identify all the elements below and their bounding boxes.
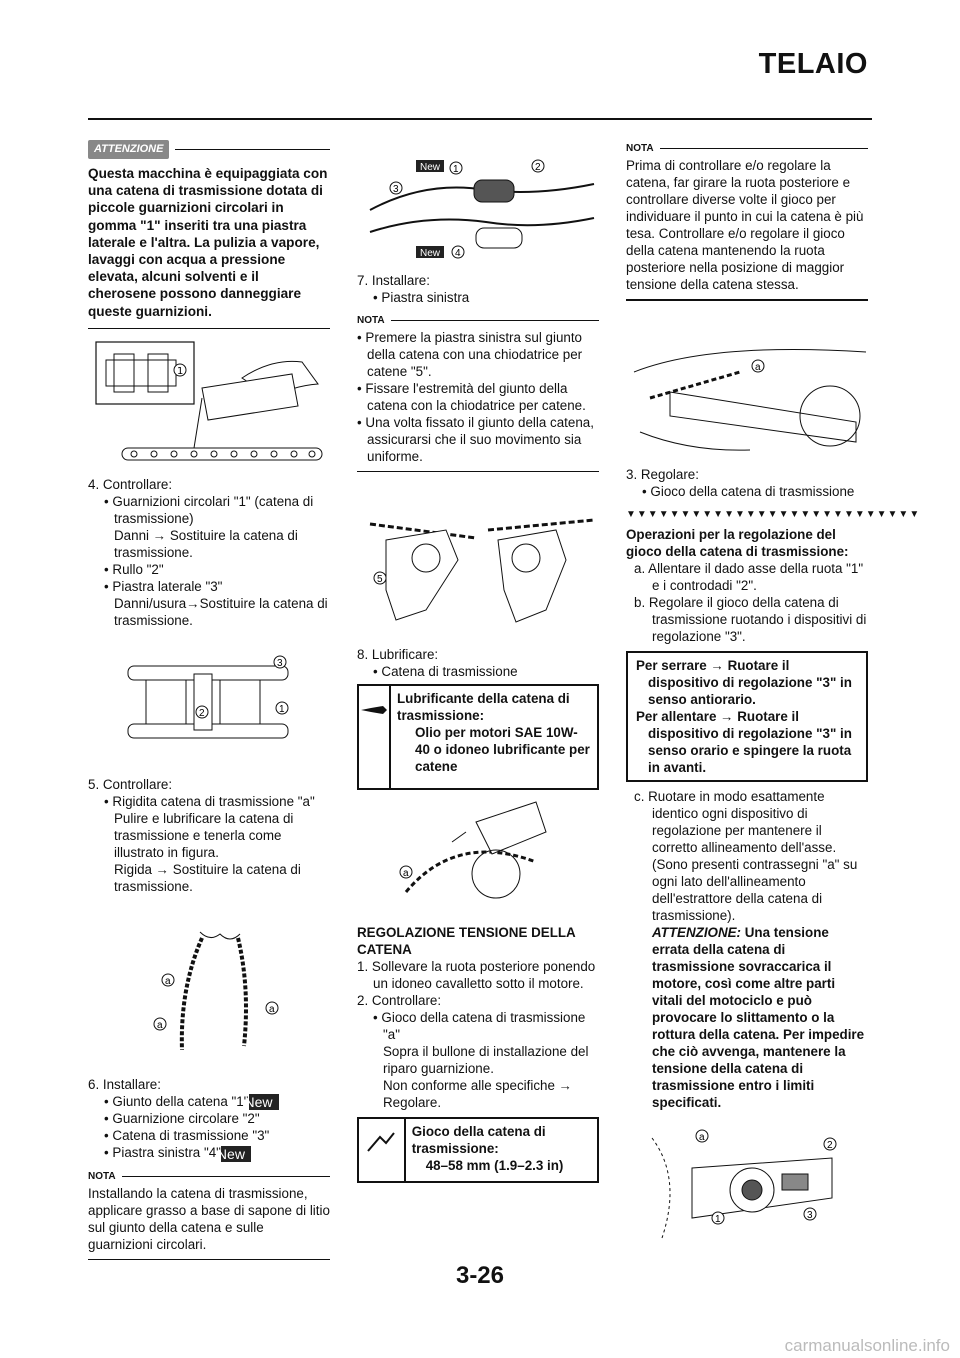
svg-text:2: 2 <box>535 162 541 173</box>
column-1 <box>88 140 330 329</box>
step6-bullet-2: • Guarnizione circolare "2" <box>104 1111 260 1127</box>
gioco-title: Gioco della catena di trasmissione: <box>411 1124 546 1156</box>
procedure-step-b: b. Regolare il gioco della catena di trasmissione ruotando i dispositivi di regolazione "3". <box>634 595 867 644</box>
page-number: 3-26 <box>455 1262 505 1289</box>
svg-text:a: a <box>269 1004 275 1015</box>
svg-text:3: 3 <box>393 184 399 195</box>
step3-title: 3. Regolare: <box>626 467 699 482</box>
nota-bullet-1: • Premere la piastra sinistra sul giunto della catena con una chiodatrice per catene "5". <box>357 330 583 379</box>
figure-chain-links <box>124 652 300 748</box>
direction-box <box>626 651 868 782</box>
svg-text:1: 1 <box>453 164 459 175</box>
oil-can-icon <box>359 686 391 788</box>
svg-text:1: 1 <box>715 1214 721 1225</box>
step4-bullet-1-action: Danni → Sostituire la catena di trasmissione. <box>114 528 298 560</box>
column-1-step5 <box>88 776 330 895</box>
column-2-step8 <box>357 646 599 790</box>
nota-header: NOTA <box>626 140 868 157</box>
svg-text:a: a <box>755 362 761 373</box>
column-2-section <box>357 924 599 1183</box>
column-1-step4 <box>88 476 330 629</box>
svg-text:1: 1 <box>177 366 184 377</box>
procedure-step-c: c. Ruotare in modo esattamente identico ogni dispositivo di regolazione per mantenere il corretto allineamento dell'asse. (Sono presenti contrassegni "a" su ogni lato dell'allineamento dell'estrattore della catena di trasmissione). <box>634 789 858 923</box>
step6-bullet-1: • Giunto della catena "1"New <box>88 1093 330 1110</box>
watermark: carmanualsonline.info <box>784 1336 950 1355</box>
gioco-box <box>357 1117 599 1183</box>
column-3-nota <box>626 140 868 301</box>
procedure-step-a: a. Allentare il dado asse della ruota "1" e i controdadi "2". <box>634 561 864 593</box>
procedure-title: Operazioni per la regolazione del gioco della catena di trasmissione: <box>626 527 849 559</box>
svg-text:a: a <box>403 868 409 879</box>
step4-bullet-3-action: Danni/usura→Sostituire la catena di trasmissione. <box>114 596 328 628</box>
figure-hanging-chain <box>150 928 290 1058</box>
svg-text:a: a <box>157 1020 163 1031</box>
svg-text:2: 2 <box>827 1140 833 1151</box>
lubricant-title: Lubrificante della catena di trasmissione: <box>397 691 570 723</box>
nota-bullet-2: • Fissare l'estremità del giunto della catena con la chiodatrice per catene. <box>357 381 586 413</box>
section-step-2-action: Non conforme alle specifiche → Regolare. <box>383 1078 573 1110</box>
step6-title: 6. Installare: <box>88 1077 161 1092</box>
column-2-step7 <box>357 272 599 472</box>
step5-bullet-1: • Rigidita catena di trasmissione "a" <box>104 794 315 809</box>
svg-text:1: 1 <box>279 704 285 715</box>
warning-text: Questa macchina è equipaggiata con una catena di trasmissione dotata di piccole guarnizioni circolari in gomma "1" inseriti tra una piastra laterale e l'altra. La pulizia a vapore, lavaggi con acqua a pressione elevata, alcuni solventi e il cherosene possono danneggiare queste guarnizioni. <box>88 166 328 319</box>
page-title: TELAIO <box>758 48 868 80</box>
figure-axle-adjuster <box>642 1118 842 1248</box>
step5-desc: Pulire e lubrificare la catena di trasmissione e tenerla come illustrato in figura. <box>114 811 294 860</box>
attenzione-label: ATTENZIONE <box>88 140 169 159</box>
procedure-warning: ATTENZIONE: Una tensione errata della catena di trasmissione sovraccarica il motore, così come altre parti vitali del motociclo e può provocare lo slittamento o la rottura della catena. Per impedire che ciò avvenga, mantenere la tensione della catena di trasmissione entro i limiti specificati. <box>652 925 865 1110</box>
svg-text:3: 3 <box>807 1210 813 1221</box>
svg-text:5: 5 <box>377 574 383 585</box>
column-1-step6 <box>88 1076 330 1260</box>
gioco-value: 48–58 mm (1.9–2.3 in) <box>425 1158 564 1173</box>
step6-bullet-3: • Catena di trasmissione "3" <box>104 1128 270 1144</box>
svg-text:4: 4 <box>455 248 461 259</box>
svg-text:New: New <box>420 248 441 259</box>
lubricant-box <box>357 684 599 790</box>
nota-text: Installando la catena di trasmissione, applicare grasso a base di sapone di litio sul giunto della catena e sulle guarnizioni circolari. <box>88 1185 330 1252</box>
svg-text:New: New <box>420 162 441 173</box>
svg-text:3: 3 <box>277 658 283 669</box>
step6-bullet-4: • Piastra sinistra "4"New <box>88 1144 330 1161</box>
step4-bullet-3: • Piastra laterale "3" <box>104 579 223 594</box>
nota-bullet-3: • Una volta fissato il giunto della catena, assicurarsi che il suo movimento sia uniforme. <box>357 415 594 464</box>
procedure-start-marker: ▼▼▼▼▼▼▼▼▼▼▼▼▼▼▼▼▼▼▼▼▼▼▼▼▼▼▼ <box>626 509 921 520</box>
section-title: REGOLAZIONE TENSIONE DELLA CATENA <box>357 925 576 957</box>
section-step-2: 2. Controllare: <box>357 993 442 1008</box>
figure-lubricate-chain <box>396 792 576 904</box>
section-step-1: 1. Sollevare la ruota posteriore ponendo un idoneo cavalletto sotto il motore. <box>357 959 596 991</box>
step5-title: 5. Controllare: <box>88 777 173 792</box>
step4-title: 4. Controllare: <box>88 477 173 492</box>
step3-bullet: • Gioco della catena di trasmissione <box>642 484 855 499</box>
direction-tighten: Per serrare → Ruotare il dispositivo di regolazione "3" in senso antiorario. <box>636 658 852 707</box>
svg-text:a: a <box>699 1132 705 1143</box>
step7-bullet-1: • Piastra sinistra <box>373 290 470 305</box>
section-step-2-desc: Sopra il bullone di installazione del riparo guarnizione. <box>383 1044 589 1076</box>
step4-bullet-1: • Guarnizioni circolari "1" (catena di trasmissione) <box>104 494 314 526</box>
nota-text: Prima di controllare e/o regolare la catena, far girare la ruota posteriore e controllare diverse volte il gioco per individuare il punto in cui la catena è più tesa. Controllare e/o regolare il gioco della catena mantenendo la ruota posteriore nella posizione di maggior tensione della catena stessa. <box>626 158 864 292</box>
step4-bullet-2: • Rullo "2" <box>104 562 164 577</box>
figure-chain-spray <box>92 338 328 468</box>
figure-chain-joint <box>366 140 598 264</box>
step8-title: 8. Lubrificare: <box>357 647 439 662</box>
svg-text:2: 2 <box>199 708 205 719</box>
figure-swingarm <box>630 332 866 458</box>
lubricant-value: Olio per motori SAE 10W-40 o idoneo lubrificante per catene <box>415 725 590 774</box>
warning-header <box>88 140 330 159</box>
nota-header: NOTA <box>357 312 599 329</box>
header-rule <box>88 118 872 120</box>
section-step-2-bullet: • Gioco della catena di trasmissione "a" <box>373 1010 586 1042</box>
nota-header: NOTA <box>88 1168 330 1185</box>
column-3-step3 <box>626 466 921 1111</box>
step5-action: Rigida → Sostituire la catena di trasmissione. <box>114 862 301 894</box>
step7-title: 7. Installare: <box>357 273 430 288</box>
figure-chain-tool <box>366 500 598 630</box>
new-badge: New <box>221 1146 251 1162</box>
direction-loosen: Per allentare → Ruotare il dispositivo di regolazione "3" in senso orario e spingere la ruota in avanti. <box>636 709 852 775</box>
new-badge: New <box>249 1094 279 1110</box>
step8-bullet-1: • Catena di trasmissione <box>373 664 518 679</box>
measure-icon <box>359 1119 406 1181</box>
svg-text:a: a <box>165 976 171 987</box>
